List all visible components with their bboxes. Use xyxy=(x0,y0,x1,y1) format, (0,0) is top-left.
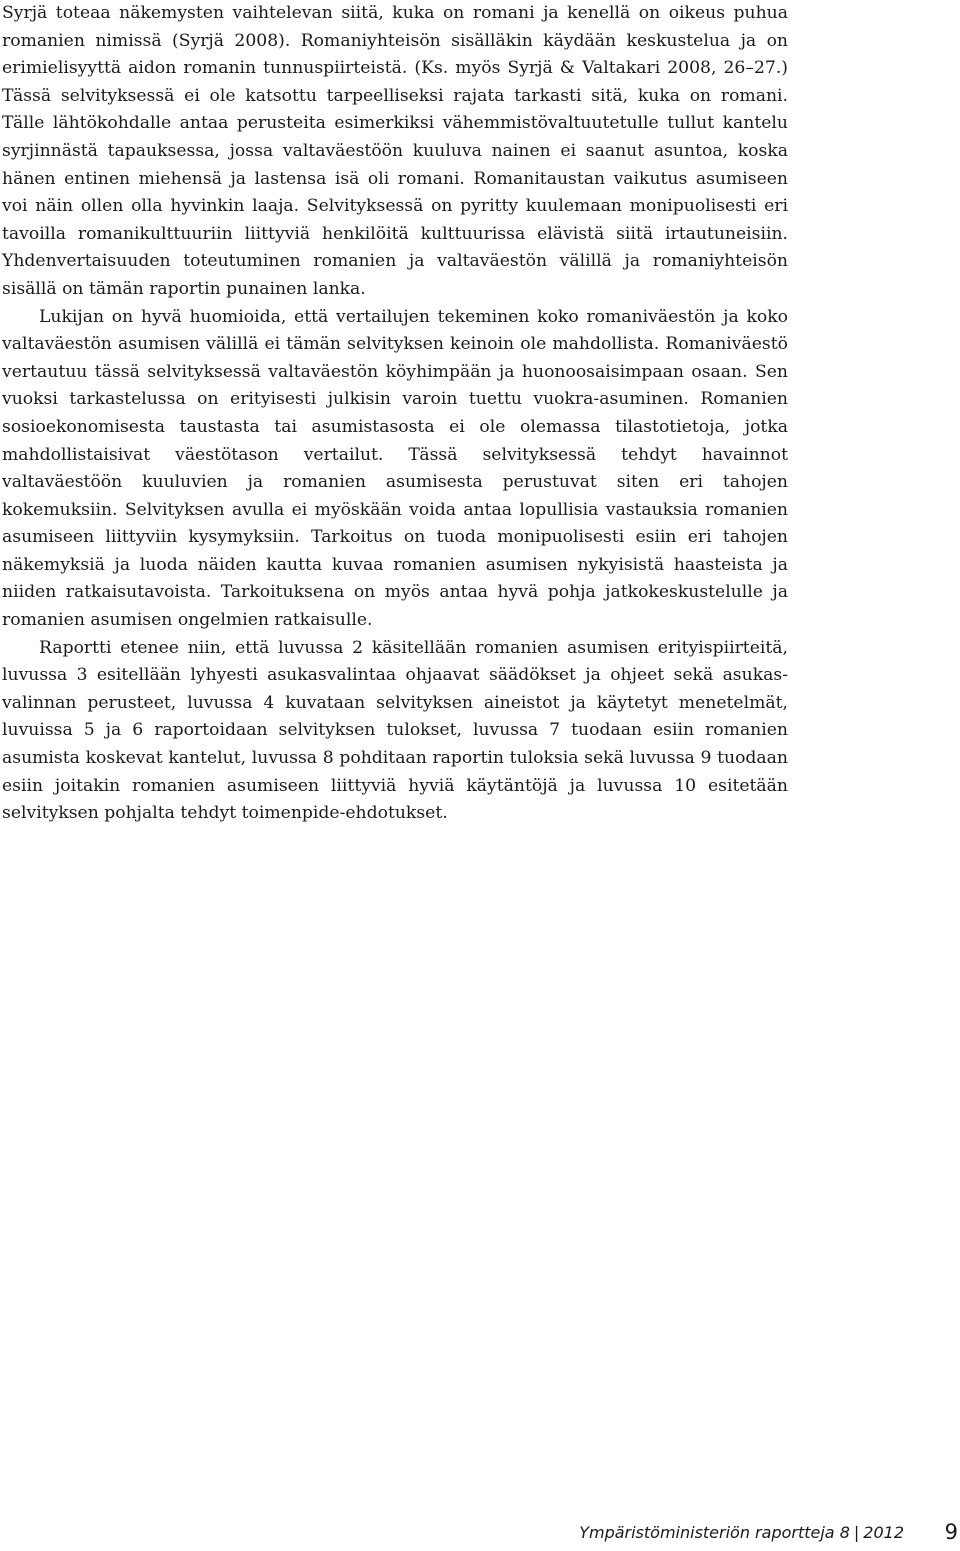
footer-year: 2012 xyxy=(863,1523,904,1542)
page-footer xyxy=(0,1521,960,1545)
paragraph-2: Lukijan on hyvä huomioida, että vertailujen tekeminen koko romaniväestön ja koko valtaväestön asumisen välillä ei tämän selvityksen keinoin ole mahdollista. Romaniväestö vertautuu tässä selvityksessä valtaväestön köyhimpään ja huonoosaisimpaan osaan. Sen vuoksi tarkastelussa on erityisesti julkisin varoin tuettu vuokra-asuminen. Romanien sosioekonomisesta taustasta tai asumistasosta ei ole olemassa tilastotietoja, jotka mahdollistaisivat väestötason vertailut. Tässä selvityksessä tehdyt havainnot valtaväestöön kuuluvien ja romanien asumisesta perustuvat siten eri tahojen kokemuksiin. Selvityksen avulla ei myöskään voida antaa lopullisia vastauksia romanien asumiseen liittyviin kysymyksiin. Tarkoitus on tuoda monipuolisesti esiin eri tahojen näkemyksiä ja luoda näiden kautta kuvaa romanien asumisen nykyisistä haasteista ja niiden ratkaisutavoista. Tarkoituksena on myös antaa hyvä pohja jatkokeskustelulle ja romanien asumisen ongelmien ratkaisulle. xyxy=(2,306,788,631)
footer-separator: | xyxy=(853,1523,860,1542)
footer-series: Ympäristöministeriön raportteja xyxy=(579,1523,835,1542)
footer-issue: 8 xyxy=(839,1523,850,1542)
footer-publication xyxy=(579,1521,904,1545)
paragraph-3: Raportti etenee niin, että luvussa 2 käsitellään romanien asumisen erityispiirteitä, luvussa 3 esitellään lyhyesti asukasvalintaa ohjaavat säädökset ja ohjeet sekä asukasvalinnan perusteet, luvussa 4 kuvataan selvityksen aineistot ja käytetyt menetelmät, luvuissa 5 ja 6 raportoidaan selvityksen tulokset, luvussa 7 tuodaan esiin romanien asumista koskevat kantelut, luvussa 8 pohditaan raportin tuloksia sekä luvussa 9 tuodaan esiin joitakin romanien asumiseen liittyviä hyviä käytäntöjä ja luvussa 10 esitetään selvityksen pohjalta tehdyt toimenpide-ehdotukset. xyxy=(2,637,788,824)
page-number: 9 xyxy=(944,1520,958,1544)
paragraph-1: Syrjä toteaa näkemysten vaihtelevan siitä, kuka on romani ja kenellä on oikeus puhua romanien nimissä (Syrjä 2008). Romaniyhteisön sisälläkin käydään keskustelua ja on erimielisyyttä aidon romanin tunnuspiirteistä. (Ks. myös Syrjä & Valtakari 2008, 26–27.) Tässä selvityksessä ei ole katsottu tarpeelliseksi rajata tarkasti sitä, kuka on romani. Tälle lähtökohdalle antaa perusteita esimerkiksi vähemmistövaltuutetulle tullut kantelu syrjinnästä tapauksessa, jossa valtaväestöön kuuluva nainen ei saanut asuntoa, koska hänen entinen miehensä ja lastensa isä oli romani. Romanitaustan vaikutus asumiseen voi näin ollen olla hyvinkin laaja. Selvityksessä on pyritty kuulemaan monipuolisesti eri tavoilla romanikulttuuriin liittyviä henkilöitä kulttuurissa elävistä siitä irtautuneisiin. Yhdenvertaisuuden toteutuminen romanien ja valtaväestön välillä ja romaniyhteisön sisällä on tämän raportin punainen lanka. xyxy=(2,3,788,299)
body-text xyxy=(2,0,788,828)
